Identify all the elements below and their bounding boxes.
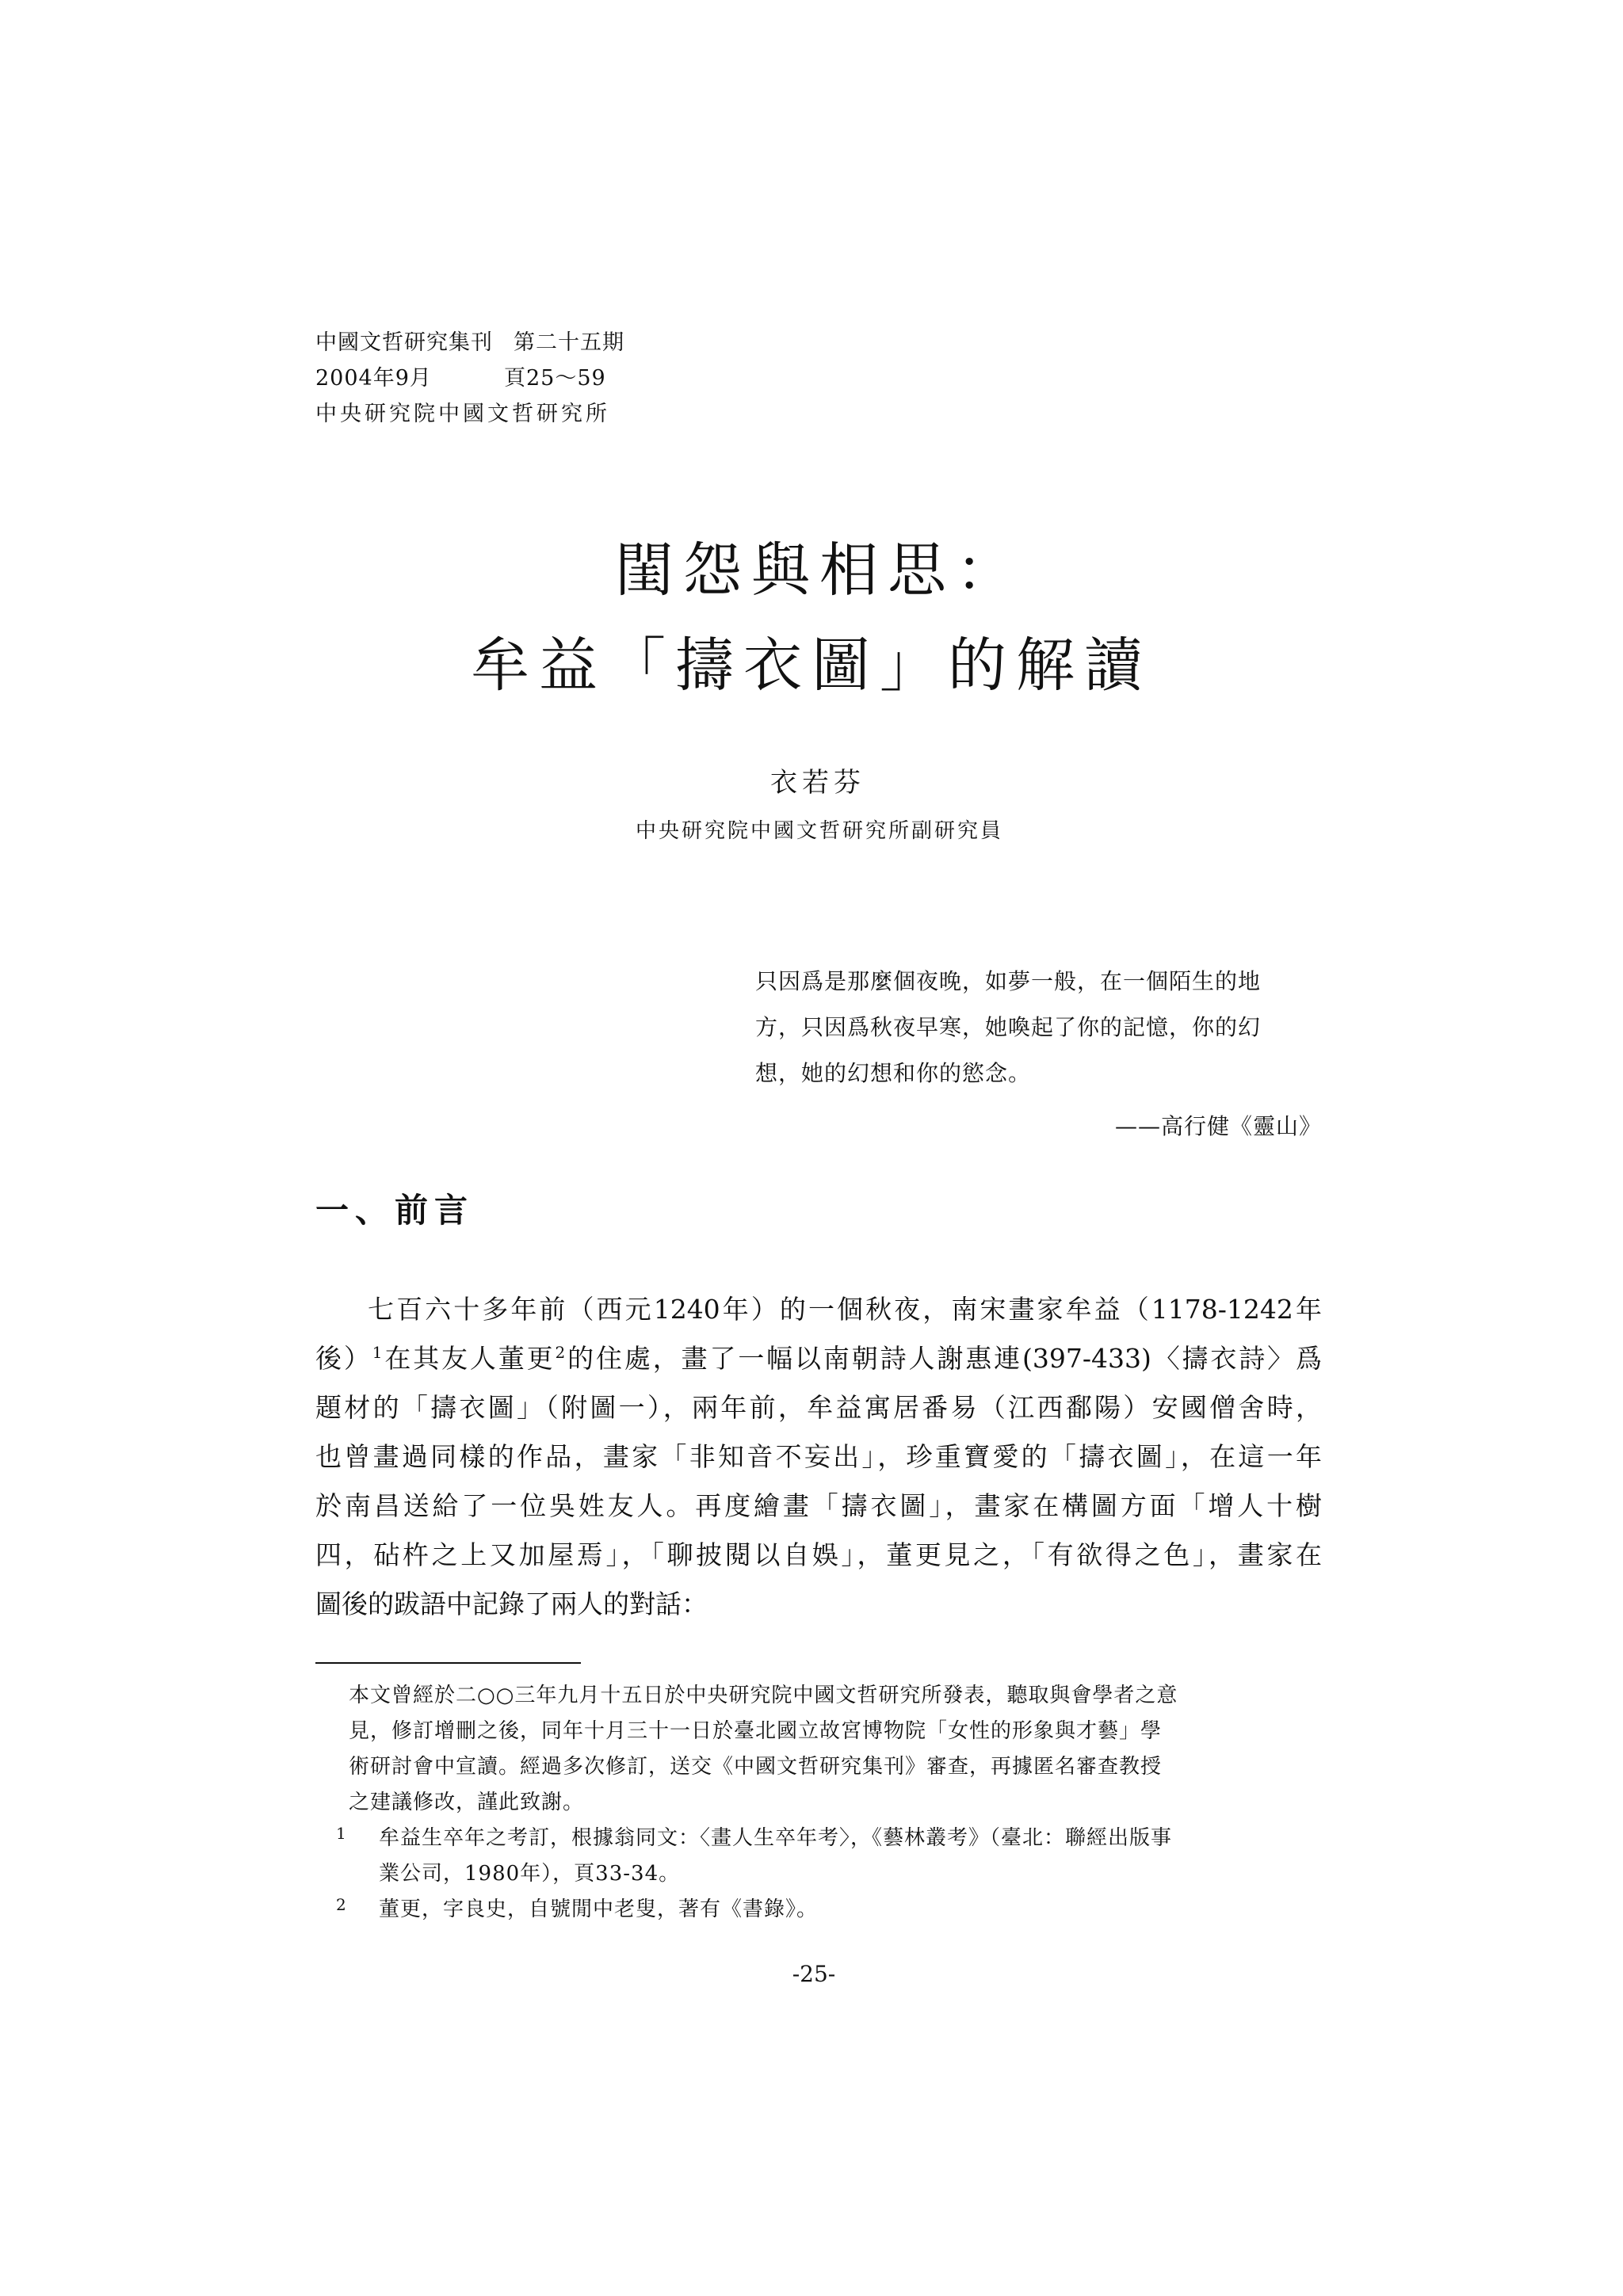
footnote-item xyxy=(315,1821,1322,1892)
title-line-2: 牟益「擣衣圖」的解讀 xyxy=(471,631,1152,700)
body-line xyxy=(315,1482,1322,1531)
body-text-run: 七百六十多年前（西元1240年）的一個秋夜，南宋畫家牟益（1178-1242年 xyxy=(368,1294,1322,1325)
article-title xyxy=(0,523,1623,713)
footnote-text xyxy=(366,1892,1322,1928)
epigraph xyxy=(755,959,1323,1097)
body-text-run: 於南昌送給了一位吳姓友人。再度繪畫「擣衣圖」，畫家在構圖方面「增人十樹 xyxy=(315,1490,1322,1521)
footnote-line: 之建議修改，謹此致謝。 xyxy=(349,1791,585,1814)
body-text-run: 也曾畫過同樣的作品，畫家「非知音不妄出」，珍重寶愛的「擣衣圖」，在這一年 xyxy=(315,1441,1322,1472)
footnote-line: 業公司，1980年），頁33-34。 xyxy=(379,1862,681,1886)
body-line xyxy=(315,1285,1322,1334)
footnote-line: 牟益生卒年之考訂，根據翁同文：〈畫人生卒年考〉，《藝林叢考》（臺北：聯經出版事 xyxy=(379,1826,1173,1850)
journal-header-row xyxy=(315,396,624,432)
author-name: 衣若芬 xyxy=(770,767,865,799)
footnote-text xyxy=(315,1678,1322,1821)
journal-header-row xyxy=(315,360,624,396)
footnote-ref[interactable]: 1 xyxy=(372,1343,383,1362)
body-text-run: 四，砧杵之上又加屋焉」，「聊披閱以自娛」，董更見之，「有欲得之色」，畫家在 xyxy=(315,1539,1322,1570)
page-number: -25- xyxy=(792,1961,836,1987)
epigraph-source: ——高行健《靈山》 xyxy=(1114,1113,1322,1139)
journal-publisher: 中央研究院中國文哲研究所 xyxy=(315,402,610,426)
title-line-1: 閨怨與相思： xyxy=(615,536,1024,605)
body-line xyxy=(315,1531,1322,1580)
journal-name: 中國文哲研究集刊 xyxy=(315,330,493,355)
footnotes xyxy=(315,1678,1322,1928)
epigraph-line: 想，她的幻想和你的慾念。 xyxy=(755,1060,1032,1086)
footnote-mark: 1 xyxy=(336,1824,347,1843)
body-paragraph xyxy=(315,1285,1322,1629)
body-text-run: 圖後的跋語中記錄了兩人的對話： xyxy=(315,1589,708,1619)
section-heading: 一、前言 xyxy=(315,1191,475,1230)
footnote-item xyxy=(315,1892,1322,1928)
footnote-mark: 2 xyxy=(336,1895,347,1914)
body-line xyxy=(315,1432,1322,1482)
footnote-line: 見，修訂增刪之後，同年十月三十一日於臺北國立故宮博物院「女性的形象與才藝」學 xyxy=(349,1719,1163,1743)
footnote-line: 本文曾經於二○○三年九月十五日於中央研究院中國文哲研究所發表，聽取與會學者之意 xyxy=(349,1684,1178,1707)
epigraph-line: 方，只因爲秋夜早寒，她喚起了你的記憶，你的幻 xyxy=(755,1014,1262,1040)
journal-issue: 第二十五期 xyxy=(514,330,624,355)
journal-pages: 頁25～59 xyxy=(504,366,606,391)
footnote-line: 術研討會中宣讀。經過多次修訂，送交《中國文哲研究集刊》審查，再據匿名審查教授 xyxy=(349,1755,1163,1779)
journal-header-row xyxy=(315,325,624,360)
body-text-run: 題材的「擣衣圖」（附圖一），兩年前，牟益寓居番易（江西鄱陽）安國僧舍時， xyxy=(315,1392,1322,1423)
body-line xyxy=(315,1383,1322,1432)
footnote-text xyxy=(366,1821,1322,1892)
journal-date: 2004年9月 xyxy=(315,366,432,391)
footnote-acknowledgement xyxy=(315,1678,1322,1821)
epigraph-line: 只因爲是那麼個夜晚，如夢一般，在一個陌生的地 xyxy=(755,968,1262,994)
body-line xyxy=(315,1580,1322,1629)
journal-header xyxy=(315,325,624,432)
footnote-ref[interactable]: 2 xyxy=(555,1343,566,1362)
footnote-line: 董更，字良史，自號閒中老叟，著有《書錄》。 xyxy=(379,1897,819,1921)
footnote-divider xyxy=(315,1662,581,1664)
body-text-run: 後） xyxy=(315,1343,372,1374)
body-text-run: 在其友人董更 xyxy=(382,1343,556,1374)
author-affiliation: 中央研究院中國文哲研究所副研究員 xyxy=(635,819,1003,843)
body-text-run: 的住處，畫了一幅以南朝詩人謝惠連(397-433)〈擣衣詩〉爲 xyxy=(565,1343,1323,1374)
body-line xyxy=(315,1334,1322,1383)
